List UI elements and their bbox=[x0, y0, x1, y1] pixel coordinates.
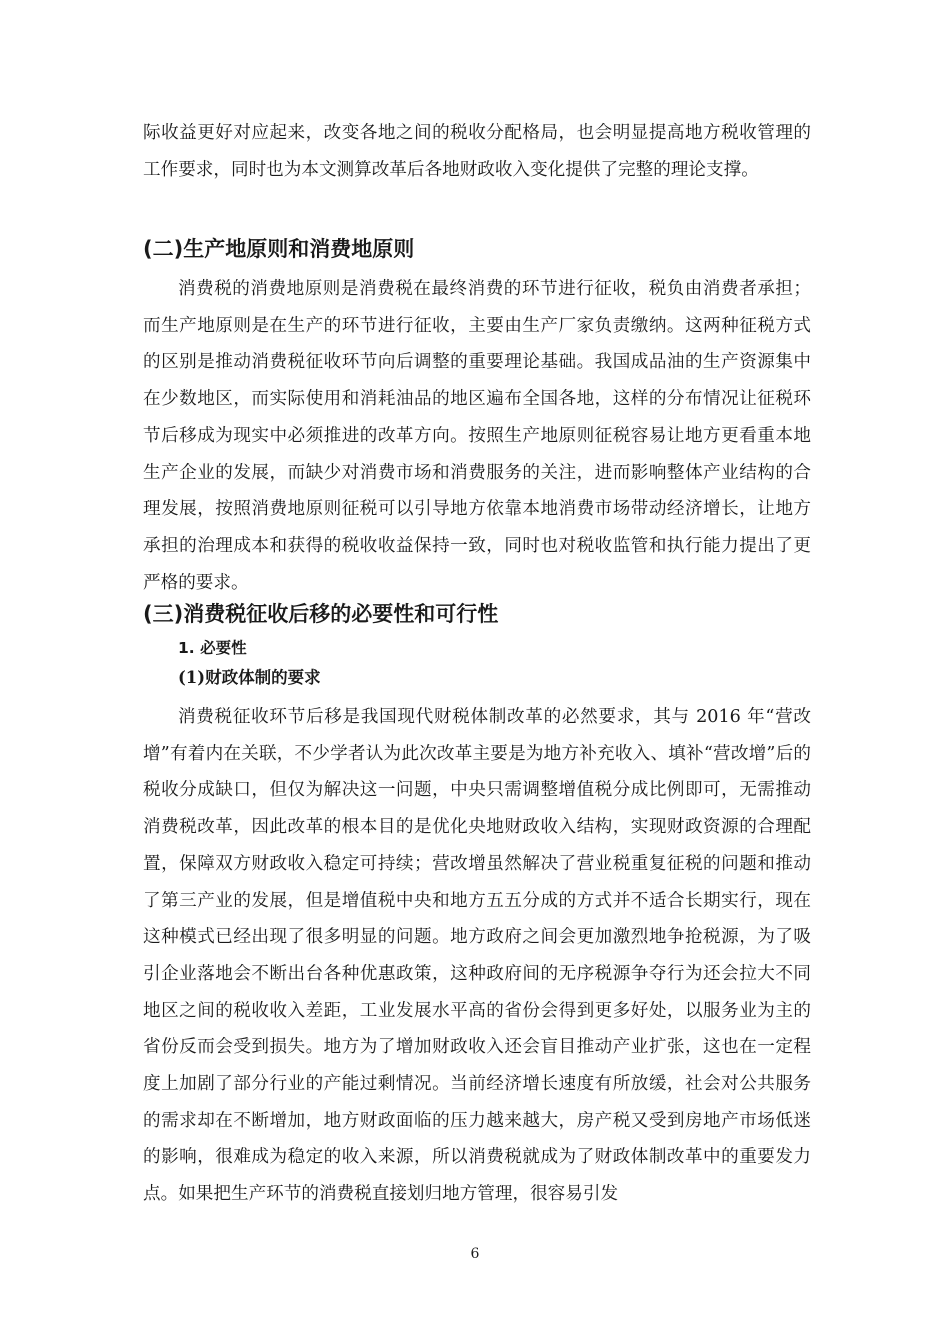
subsubsection-heading-fiscal: (1)财政体制的要求 bbox=[178, 668, 321, 687]
section3-paragraph bbox=[143, 699, 811, 1213]
intro-paragraph bbox=[143, 115, 811, 188]
section2-paragraph-text: 消费税的消费地原则是消费税在最终消费的环节进行征收，税负由消费者承担；而生产地原则是在生产的环节进行征收，主要由生产厂家负责缴纳。这两种征税方式的区别是推动消费税征收环节向后调整的重要理论基础。我国成品油的生产资源集中在少数地区，而实际使用和消耗油品的地区遍布全国各地，这样的分布情况让征税环节后移成为现实中必须推进的改革方向。按照生产地原则征税容易让地方更看重本地生产企业的发展，而缺少对消费市场和消费服务的关注，进而影响整体产业结构的合理发展，按照消费地原则征税可以引导地方依靠本地消费市场带动经济增长，让地方承担的治理成本和获得的税收收益保持一致，同时也对税收监管和执行能力提出了更严格的要求。 bbox=[143, 279, 811, 593]
section2-paragraph bbox=[143, 271, 811, 601]
subsection-heading-necessity: 1. 必要性 bbox=[178, 639, 247, 657]
page-number: 6 bbox=[470, 1246, 480, 1262]
section3-paragraph-text: 消费税征收环节后移是我国现代财税体制改革的必然要求，其与 2016 年“营改增”有着内在关联，不少学者认为此次改革主要是为地方补充收入、填补“营改增”后的税收分成缺口，但仅为解决这一问题，中央只需调整增值税分成比例即可，无需推动消费税改革，因此改革的根本目的是优化央地财政收入结构，实现财政资源的合理配置，保障双方财政收入稳定可持续；营改增虽然解决了营业税重复征税的问题和推动了第三产业的发展，但是增值税中央和地方五五分成的方式并不适合长期实行，现在这种模式已经出现了很多明显的问题。地方政府之间会更加激烈地争抢税源，为了吸引企业落地会不断出台各种优惠政策，这种政府间的无序税源争夺行为还会拉大不同地区之间的税收收入差距，工业发展水平高的省份会得到更多好处，以服务业为主的省份反而会受到损失。地方为了增加财政收入还会盲目推动产业扩张，这也在一定程度上加剧了部分行业的产能过剩情况。当前经济增长速度有所放缓，社会对公共服务的需求却在不断增加，地方财政面临的压力越来越大，房产税又受到房地产市场低迷的影响，很难成为稳定的收入来源，所以消费税就成为了财政体制改革中的重要发力点。如果把生产环节的消费税直接划归地方管理，很容易引发 bbox=[143, 707, 811, 1205]
section-heading-3: (三)消费税征收后移的必要性和可行性 bbox=[143, 602, 499, 626]
intro-paragraph-text: 际收益更好对应起来，改变各地之间的税收分配格局，也会明显提高地方税收管理的工作要求，同时也为本文测算改革后各地财政收入变化提供了完整的理论支撑。 bbox=[143, 123, 811, 180]
section-heading-2: (二)生产地原则和消费地原则 bbox=[143, 237, 415, 261]
